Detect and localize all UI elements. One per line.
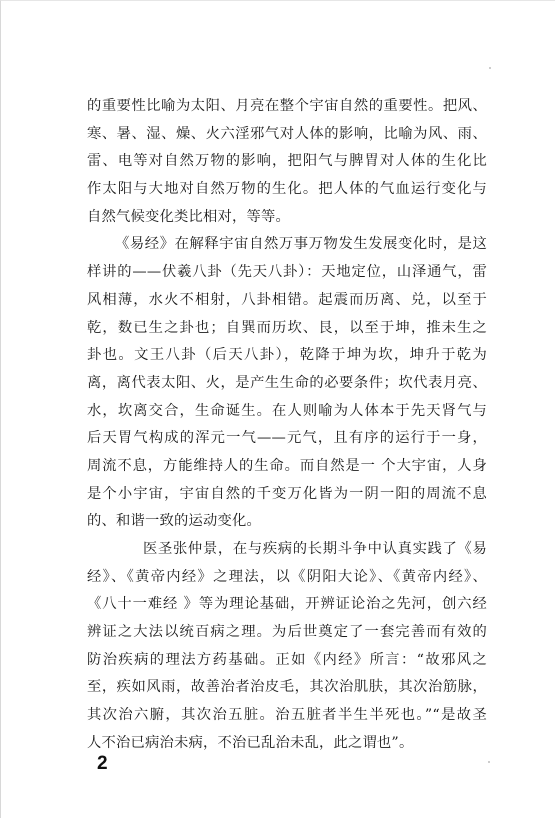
text-line: 卦也。文王八卦（后天八卦），乾降于坤为坎，坤升于乾为 bbox=[87, 347, 487, 364]
text-line: 离，离代表太阳、火，是产生生命的必要条件；坎代表月亮、 bbox=[87, 374, 487, 391]
paragraph bbox=[87, 536, 487, 758]
text-line: 水，坎离交合，生命诞生。在人则喻为人体本于先天肾气与 bbox=[87, 402, 487, 419]
text-line: 经》、《黄帝内经》之理法，以《阴阳大论》、《黄帝内经》、 bbox=[87, 568, 487, 585]
text-line: 至，疾如风雨，故善治者治皮毛，其次治肌肤，其次治筋脉， bbox=[87, 679, 487, 696]
text-line: 的、和谐一致的运动变化。 bbox=[87, 513, 261, 530]
body-text bbox=[87, 93, 487, 758]
text-line: 的重要性比喻为太阳、月亮在整个宇宙自然的重要性。把风、 bbox=[87, 98, 487, 114]
text-line: 自然气候变化类比相对，等等。 bbox=[87, 208, 290, 225]
text-line: 雷、电等对自然万物的影响，把阳气与脾胃对人体的生化比 bbox=[87, 153, 487, 170]
text-line: 是个小宇宙，宇宙自然的千变万化皆为一阴一阳的周流不息 bbox=[87, 485, 487, 502]
text-line: 寒、暑、湿、燥、火六淫邪气对人体的影响，比喻为风、雨、 bbox=[87, 125, 487, 142]
text-line: 后天胃气构成的浑元一气——元气，且有序的运行于一身， bbox=[87, 430, 487, 447]
text-line: 医圣张仲景，在与疾病的长期斗争中认真实践了《易 bbox=[143, 541, 487, 557]
text-line: 防治疾病的理法方药基础。正如《内经》所言：“故邪风之 bbox=[87, 651, 487, 668]
scan-speck bbox=[489, 67, 491, 69]
paragraph bbox=[87, 231, 487, 536]
text-line: 《八十一难经 》等为理论基础，开辨证论治之先河，创六经 bbox=[87, 596, 487, 613]
text-line: 周流不息，方能维持人的生命。而自然是一 个大宇宙，人身 bbox=[87, 457, 487, 474]
page-number: 2 bbox=[97, 753, 108, 774]
scan-speck bbox=[488, 761, 490, 763]
text-line: 乾，数已生之卦也；自巽而历坎、艮，以至于坤，推未生之 bbox=[87, 319, 487, 336]
text-line: 风相薄，水火不相射，八卦相错。起震而历离、兑，以至于 bbox=[87, 291, 487, 308]
text-line: 作太阳与大地对自然万物的生化。把人体的气血运行变化与 bbox=[87, 181, 487, 198]
text-line: 辨证之大法以统百病之理。为后世奠定了一套完善而有效的 bbox=[87, 624, 487, 641]
text-line: 人不治已病治未病，不治已乱治未乱，此之谓也”。 bbox=[87, 734, 414, 751]
text-line: 《易经》在解释宇宙自然万事万物发生发展变化时，是这 bbox=[115, 236, 487, 253]
text-line: 其次治六腑，其次治五脏。治五脏者半生半死也。”“是故圣 bbox=[87, 707, 487, 724]
paragraph bbox=[87, 93, 487, 231]
text-line: 样讲的——伏羲八卦（先天八卦）：天地定位，山泽通气，雷 bbox=[87, 264, 487, 281]
